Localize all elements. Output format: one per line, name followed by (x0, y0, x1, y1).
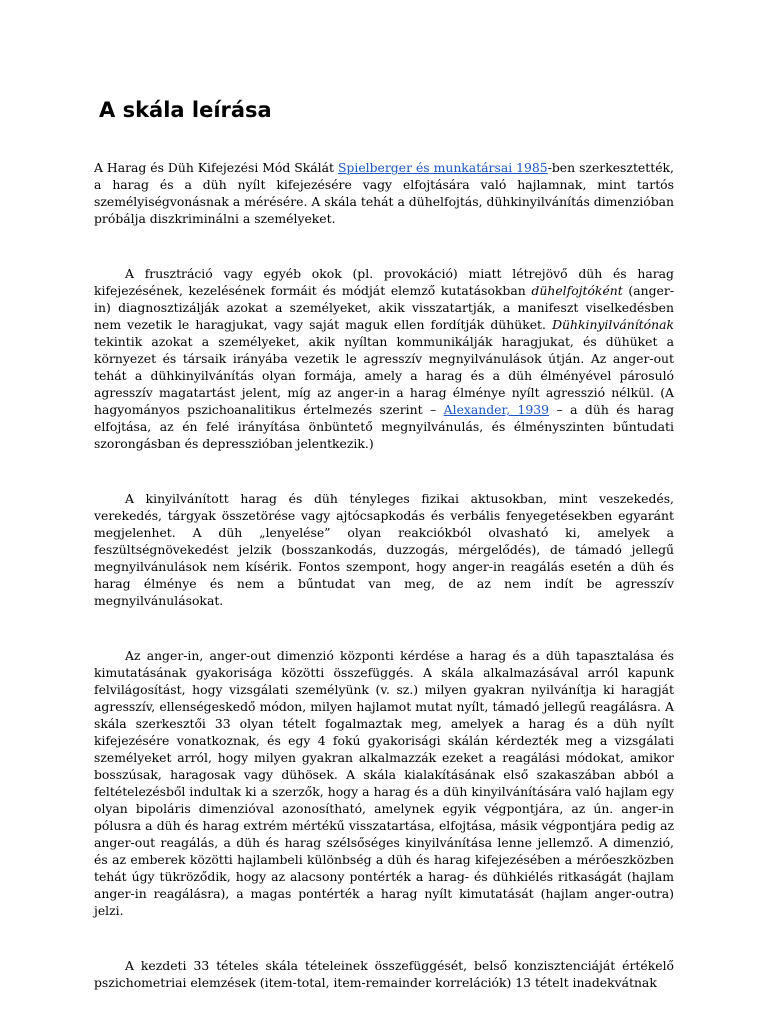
citation-link-alexander[interactable]: Alexander, 1939 (443, 402, 549, 417)
citation-link-spielberger[interactable]: Spielberger és munkatársai 1985 (337, 160, 548, 175)
paragraph-3: A kinyilvánított harag és düh tényleges fizikai aktusokban, mint veszekedés, verekedés, tárgyak összetörése vagy ajtócsapkodás és verbális fenyegetésekben egyaránt megjelenhet. A düh „lenyelése” olyan reakciókból olvasható ki, amelyek a feszültségnövekedést jelzik (bosszankodás, duzzogás, mérgelődés), de támadó jellegű megnyilvánulások nem kísérik. Fontos szempont, hogy anger-in reagálás esetén a düh és harag élménye és nem a bűntudat van meg, de az nem indít be agresszív megnyilvánulásokat. (94, 491, 674, 608)
paragraph-2-text-c: tekintik azokat a személyeket, akik nyíltan kommunikálják haragjukat, és dühüket a környezet és társaik irányába vezetik le agresszív megnyilvánulások útján. Az anger-out tehát a dühkinyilvánítás olyan formája, amely a harag és a düh élményével párosuló agresszív magatartást jelent, míg az anger-in a harag élménye nyílt agresszió nélkül. (A hagyományos pszichoanalitikus értelmezés szerint – (94, 334, 674, 417)
page-title: A skála leírása (99, 98, 272, 122)
paragraph-5: A kezdeti 33 tételes skála tételeinek összefüggését, belső konzisztenciáját értékelő pszichometriai elemzések (item-total, item-remainder korrelációk) 13 tételt inadekvátnak (94, 958, 674, 990)
paragraph-1-text-a: A Harag és Düh Kifejezési Mód Skálát (94, 160, 338, 175)
paragraph-2-text-a: A frusztráció vagy egyéb okok (pl. provokáció) miatt létrejövő düh és harag kifejezésének, kezelésének formáit és módját elemző kutatásokban (94, 266, 674, 298)
term-duhkinyilvanito: Dühkinyilvánítónak (552, 317, 674, 332)
paragraph-2-text-d: – a düh és harag elfojtása, az én felé irányítása önbüntető megnyilvánulás, és élményszinten bűntudati szorongásban és depresszióban jelentkezik.) (94, 402, 675, 451)
paragraph-1-text-b: -ben szerkesztették, a harag és a düh nyílt kifejezésére vagy elfojtására való hajlamnak, mint tartós személyiségvonásnak a mérésére. A skála tehát a dühelfojtás, dühkinyilvánítás dimenzióban próbálja diszkriminálni a személyeket. (94, 160, 674, 226)
paragraph-2 (94, 265, 674, 452)
paragraph-2-text-b: (anger-in) diagnosztizálják azokat a személyeket, akik visszatartják, a manifeszt viselkedésben nem vezetik le haragjukat, vagy saját maguk ellen fordítják dühüket. (94, 283, 675, 332)
term-duhelfojto: dühelfojtóként (531, 283, 623, 298)
paragraph-1 (94, 159, 674, 227)
paragraph-4: Az anger-in, anger-out dimenzió központi kérdése a harag és a düh tapasztalása és kimutatásának gyakorisága közötti összefüggés. A skála alkalmazásával arról kapunk felvilágosítást, hogy vizsgálati személyünk (v. sz.) milyen gyakran nyilvánítja ki haragját agresszív, ellenségeskedő módon, milyen hajlamot mutat nyílt, támadó jellegű reagálásra. A skála szerkesztői 33 olyan tételt fogalmaztak meg, amelyek a harag és a düh nyílt kifejezésére vonatkoznak, és egy 4 fokú gyakorisági skálán kérdezték meg a vizsgálati személyeket arról, hogy milyen gyakran alkalmazzák ezeket a reagálási módokat, amikor bosszúsak, haragosak vagy dühösek. A skála kialakításának első szakaszában abból a feltételezésből indultak ki a szerzők, hogy a harag és a düh kinyilvánítására való hajlam egy olyan bipoláris dimenzióval azonosítható, amelynek egyik végpontjára, az ún. anger-in pólusra a düh és harag extrém mértékű visszatartása, elfojtása, másik végpontjára pedig az anger-out reagálás, a düh és harag szélsőséges kinyilvánítása lenne jellemző. A dimenzió, és az emberek közötti hajlambeli különbség a düh és harag kifejezésében a mérőeszközben tehát úgy tükröződik, hogy az alacsony pontérték a harag- és dühkiélés ritkaságát (hajlam anger-in reagálásra), a magas pontérték a harag nyílt kimutatását (hajlam anger-outra) jelzi. (94, 648, 674, 918)
document-body (94, 159, 674, 1029)
